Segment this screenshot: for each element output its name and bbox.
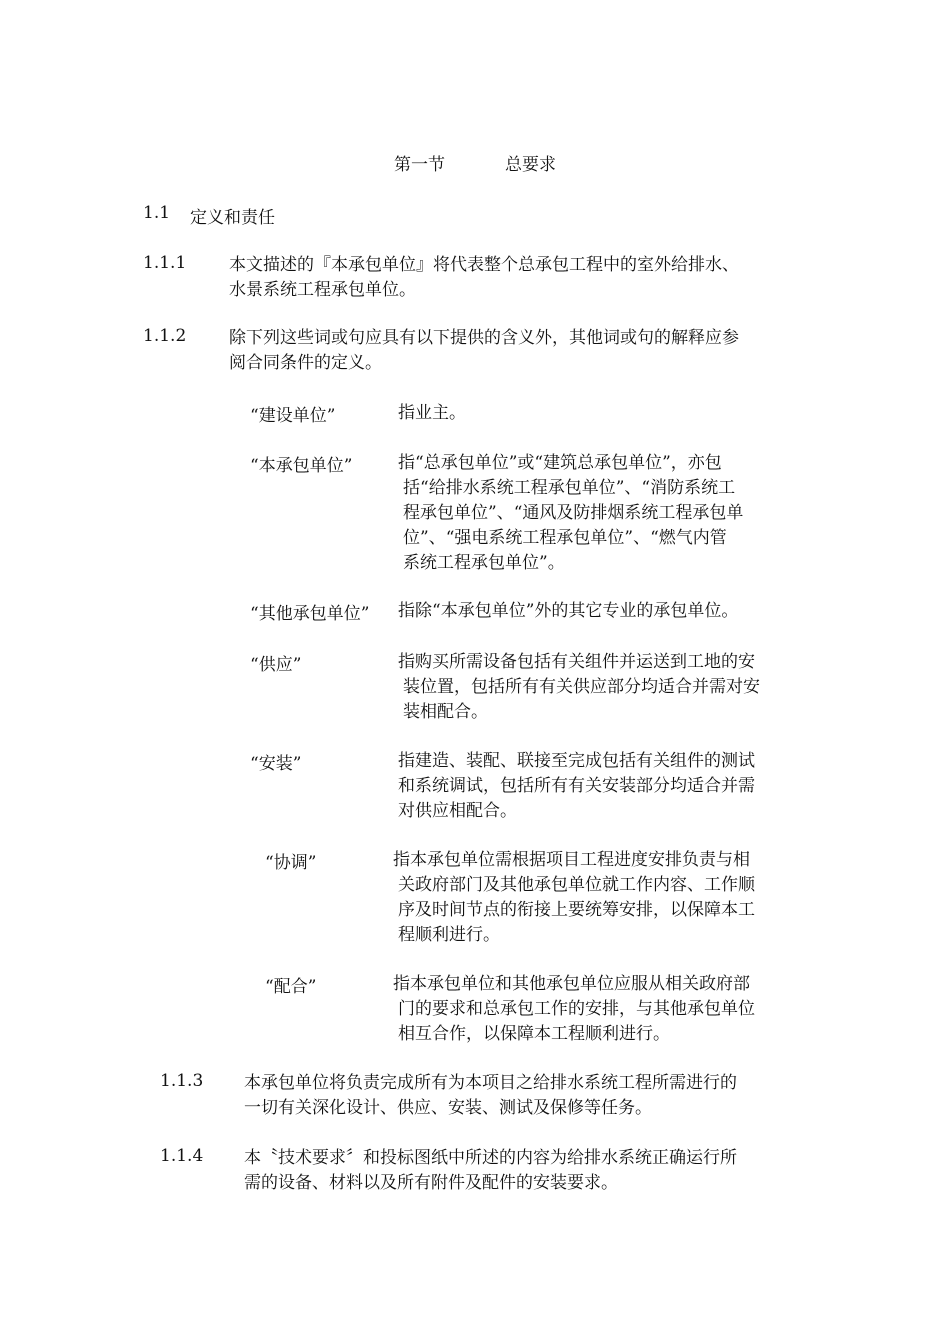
subsection-number: 1.1 — [143, 203, 171, 223]
text-line: 指建造、装配、联接至完成包括有关组件的测试 — [398, 751, 755, 771]
text-line: 水景系统工程承包单位。 — [229, 280, 416, 300]
text-line: 一切有关深化设计、供应、安装、测试及保修等任务。 — [244, 1098, 652, 1118]
definition-term: “协调” — [265, 853, 317, 873]
text-line: 需的设备、材料以及所有附件及配件的安装要求。 — [244, 1173, 618, 1193]
text-line: 相互合作，以保障本工程顺利进行。 — [398, 1024, 670, 1044]
text-line: 本〝技术要求〞和投标图纸中所述的内容为给排水系统正确运行所 — [244, 1148, 737, 1168]
text-line: 位”、“强电系统工程承包单位”、“燃气内管 — [403, 528, 727, 548]
text-line: 装相配合。 — [403, 702, 488, 722]
definition-term: “其他承包单位” — [250, 604, 370, 624]
definition-text — [398, 650, 760, 725]
text-line: 括“给排水系统工程承包单位”、“消防系统工 — [403, 478, 736, 498]
text-line: 本文描述的『本承包单位』将代表整个总承包工程中的室外给排水、 — [229, 255, 739, 275]
subsection-heading: 定义和责任 — [190, 208, 275, 228]
definition-text — [398, 749, 755, 824]
clause-text-112 — [229, 326, 739, 376]
text-line: 和系统调试，包括所有有关安装部分均适合并需 — [398, 776, 755, 796]
definition-term: “建设单位” — [250, 406, 336, 426]
text-line: 序及时间节点的衔接上要统筹安排，以保障本工 — [398, 900, 755, 920]
definition-text — [393, 972, 755, 1047]
text-line: 指购买所需设备包括有关组件并运送到工地的安 — [398, 652, 755, 672]
text-line: 系统工程承包单位”。 — [403, 553, 565, 573]
text-line: 装位置，包括所有有关供应部分均适合并需对安 — [403, 677, 760, 697]
text-line: 阅合同条件的定义。 — [229, 353, 382, 373]
text-line: 指本承包单位和其他承包单位应服从相关政府部 — [393, 974, 750, 994]
definition-text — [393, 848, 755, 948]
clause-text-113 — [244, 1071, 737, 1121]
text-line: 门的要求和总承包工作的安排，与其他承包单位 — [398, 999, 755, 1019]
definition-term: “供应” — [250, 655, 302, 675]
text-line: 本承包单位将负责完成所有为本项目之给排水系统工程所需进行的 — [244, 1073, 737, 1093]
section-title-part2: 总要求 — [505, 155, 556, 175]
definition-text — [398, 599, 738, 624]
clause-number-114: 1.1.4 — [160, 1146, 204, 1166]
definition-text — [398, 401, 466, 426]
text-line: 指“总承包单位”或“建筑总承包单位”，亦包 — [398, 453, 722, 473]
section-title-part1: 第一节 — [394, 155, 445, 175]
clause-number-113: 1.1.3 — [160, 1071, 204, 1091]
text-line: 指除“本承包单位”外的其它专业的承包单位。 — [398, 601, 739, 621]
text-line: 对供应相配合。 — [398, 801, 517, 821]
definition-term: “本承包单位” — [250, 456, 353, 476]
text-line: 指业主。 — [398, 403, 466, 423]
text-line: 指本承包单位需根据项目工程进度安排负责与相 — [393, 850, 750, 870]
clause-text-111 — [229, 253, 739, 303]
text-line: 关政府部门及其他承包单位就工作内容、工作顺 — [398, 875, 755, 895]
text-line: 除下列这些词或句应具有以下提供的含义外，其他词或句的解释应参 — [229, 328, 739, 348]
definition-term: “安装” — [250, 754, 302, 774]
definition-term: “配合” — [265, 977, 317, 997]
clause-text-114 — [244, 1146, 737, 1196]
clause-number-111: 1.1.1 — [143, 253, 187, 273]
clause-number-112: 1.1.2 — [143, 326, 187, 346]
definition-text — [398, 451, 743, 576]
text-line: 程顺利进行。 — [398, 925, 500, 945]
text-line: 程承包单位”、“通风及防排烟系统工程承包单 — [403, 503, 744, 523]
section-title — [0, 150, 950, 175]
